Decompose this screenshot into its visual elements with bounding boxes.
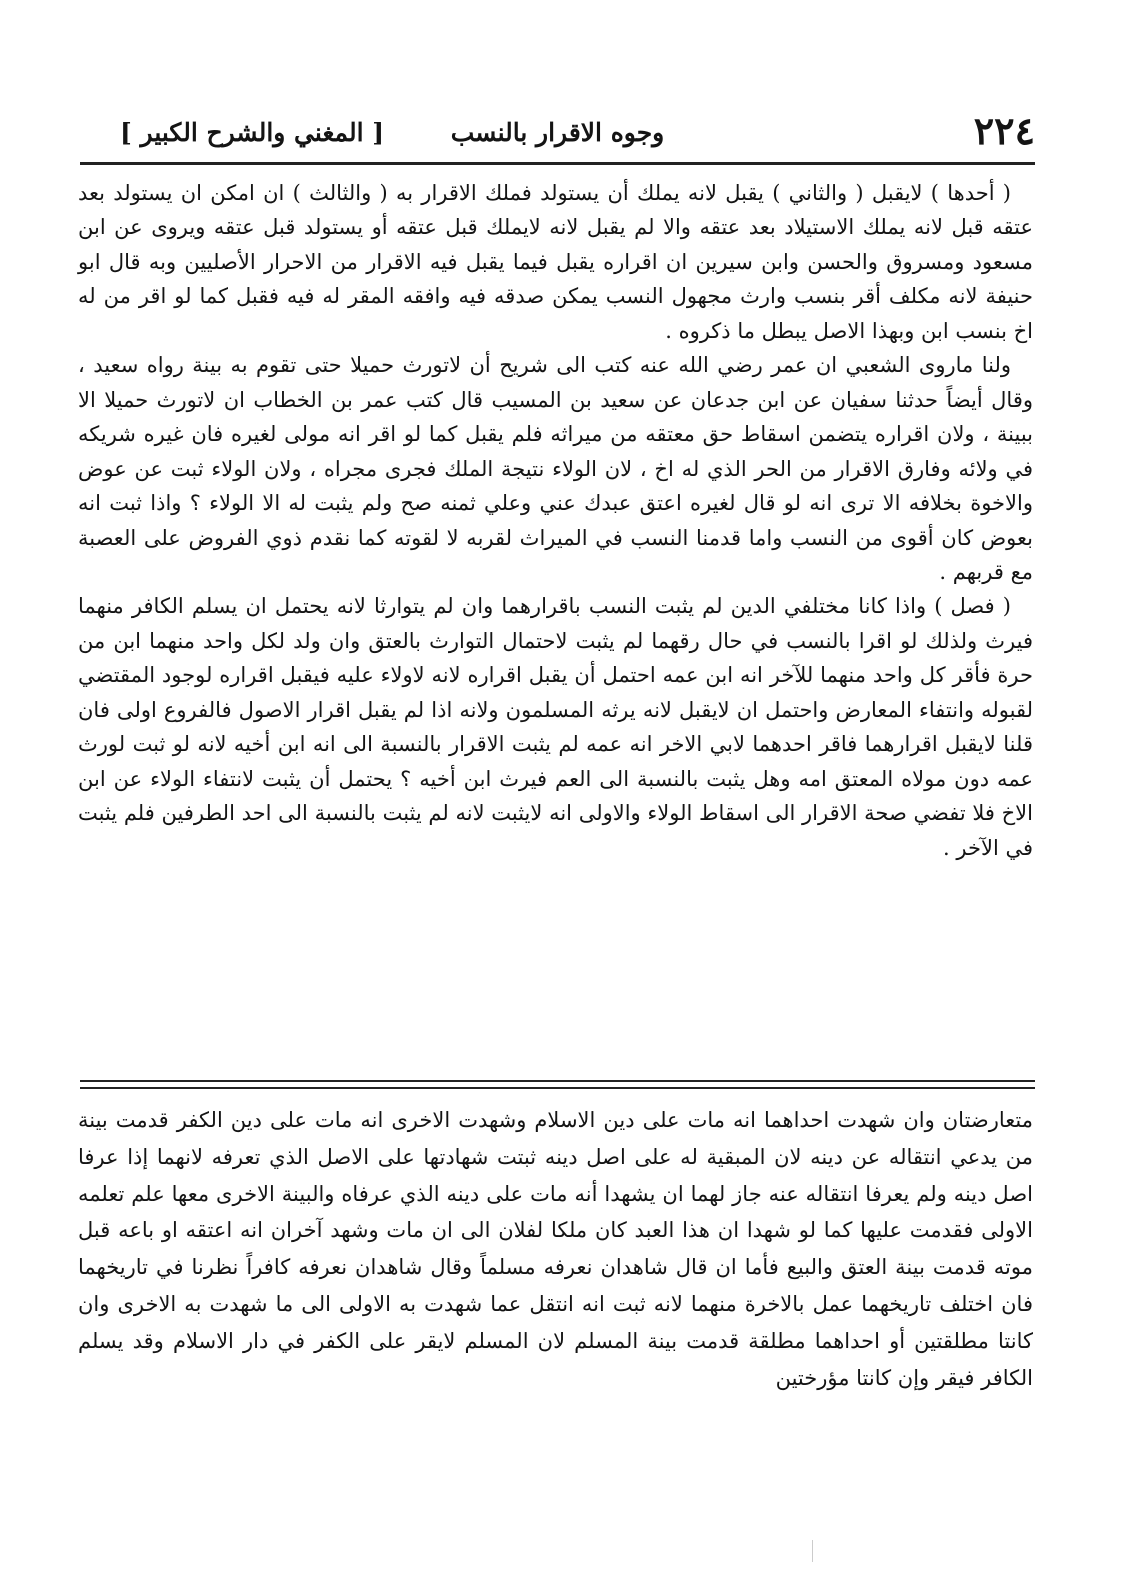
paragraph: ولنا ماروى الشعبي ان عمر رضي الله عنه كتب الى شريح أن لاتورث حميلا حتى تقوم به بينة رواه سعيد ، وقال أيضاً حدثنا سفيان عن ابن جدعان عن سعيد بن المسيب قال كتب عمر بن الخطاب ان لاتورث حميلا الا ببينة ، ولان اقراره يتضمن اسقاط حق معتقه من ميراثه فلم يقبل كما لو اقر انه مولى لغيره فان غيره شريكه في ولائه وفارق الاقرار من الحر الذي له اخ ، لان الولاء نتيجة الملك فجرى مجراه ، ولان الولاء ثبت عن عوض والاخوة بخلافه الا ترى انه لو قال لغيره اعتق عبدك عني وعلي ثمنه صح ولم يثبت له الا الولاء ؟ واذا ثبت انه بعوض كان أقوى من النسب واما قدمنا النسب في الميراث لقربه لا لقوته كما نقدم ذوي الفروض على العصبة مع قربهم .	[78, 353, 1033, 584]
lower-commentary	[78, 1102, 1033, 1468]
paragraph: ( أحدها ) لايقبل ( والثاني ) يقبل لانه يملك أن يستولد فملك الاقرار به ( والثالث ) ان امكن ان يستولد بعد عتقه قبل لانه يملك الاستيلاد بعد عتقه والا لم يقبل لانه لايملك قبل عتقه أو يستولد قبل عتقه ويروى عن ابن مسعود ومسروق والحسن وابن سيرين ان اقراره يقبل فيما يقبل فيه الاقرار من الاحرار الأصليين وبه قال ابو حنيفة لانه مكلف أقر بنسب وارث مجهول النسب يمكن صدقه فيه وافقه المقر له فيه فقبل كما لو اقر من له اخ بنسب ابن وبهذا الاصل يبطل ما ذكروه .	[78, 181, 1033, 343]
page-header	[80, 100, 1035, 160]
divider-rule	[80, 1087, 1035, 1089]
commentary-paragraph: متعارضتان وان شهدت احداهما انه مات على دين الاسلام وشهدت الاخرى انه مات على دين الكفر قدمت بينة من يدعي انتقاله عن دينه لان المبقية له على اصل دينه ثبتت شهادتها على الاصل الذي تعرفه لانهما إذا عرفا اصل دينه ولم يعرفا انتقاله عنه جاز لهما ان يشهدا أنه مات على دينه الذي عرفاه والبينة الاخرى معها علم تعلمه الاولى فقدمت عليها كما لو شهدا ان هذا العبد كان ملكا لفلان الى ان مات وشهد آخران انه اعتقه او باعه قبل موته قدمت بينة العتق والبيع فأما ان قال شاهدان نعرفه مسلماً وقال شاهدان نعرفه كافراً نظرنا في تاريخهما فان اختلف تاريخهما عمل بالاخرة منهما لانه ثبت انه انتقل عما شهدت به الاولى الى ما شهدت به الاخرى وان كانتا مطلقتين أو احداهما مطلقة قدمت بينة المسلم لان المسلم لايقر على الكفر في دار الاسلام وقد يسلم الكافر فيقر وإن كانتا مؤرختين	[78, 1108, 1033, 1390]
divider-rule	[80, 1080, 1035, 1082]
book-title: [ المغني والشرح الكبير ]	[120, 118, 385, 147]
chapter-title: وجوه الاقرار بالنسب	[450, 118, 665, 147]
scan-mark	[812, 1540, 813, 1562]
main-text	[78, 176, 1033, 1071]
header-rule	[80, 162, 1035, 165]
page-number: ٢٢٤	[973, 108, 1035, 153]
paragraph: ( فصل ) واذا كانا مختلفي الدين لم يثبت النسب باقرارهما وان لم يتوارثا لانه يحتمل ان يسلم الكافر منهما فيرث ولذلك لو اقرا بالنسب في حال رقهما لم يثبت لاحتمال التوارث بالعتق وان ولد لكل واحد منهما ابن من حرة فأقر كل واحد منهما للآخر انه ابن عمه احتمل أن يقبل اقراره لانه لاولاء عليه فيقبل اقراره لوجود المقتضي لقبوله وانتفاء المعارض واحتمل ان لايقبل لانه يرثه المسلمون ولانه اذا لم يقبل اقرار الاصول فالفروع اولى فان قلنا لايقبل اقرارهما فاقر احدهما لابي الاخر انه عمه لم يثبت الاقرار بالنسبة الى انه ابن أخيه لانه لو ثبت لورث عمه دون مولاه المعتق امه وهل يثبت بالنسبة الى العم فيرث ابن أخيه ؟ يحتمل أن يثبت لانتفاء الولاء عن ابن الاخ فلا تفضي صحة الاقرار الى اسقاط الولاء والاولى انه لايثبت لانه لم يثبت بالنسبة الى احد الطرفين فلم يثبت في الآخر .	[78, 594, 1033, 860]
